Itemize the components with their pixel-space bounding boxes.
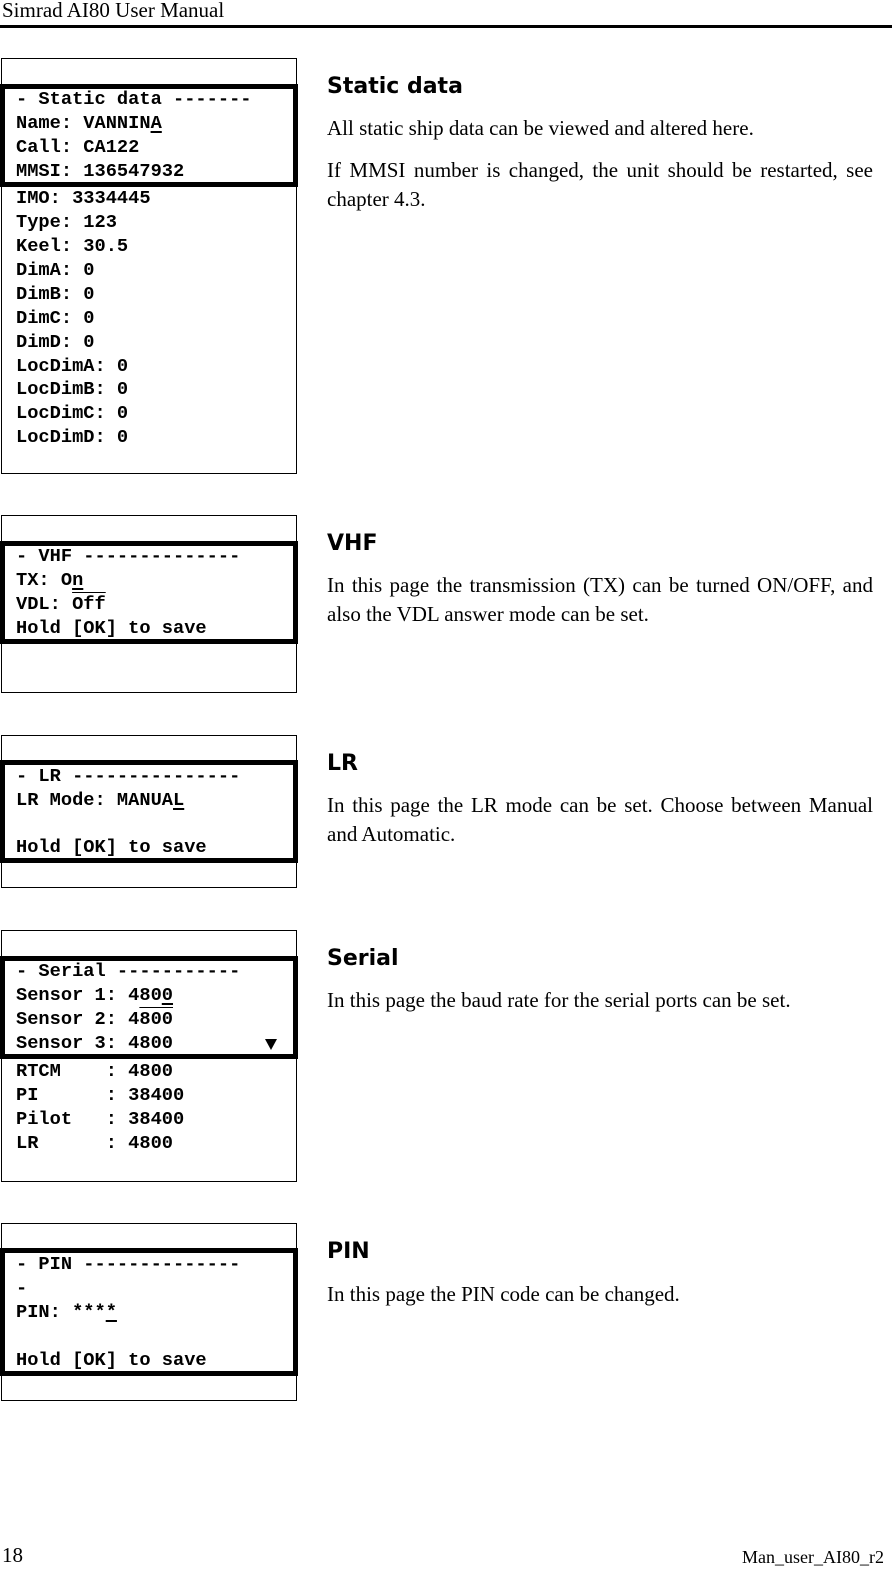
lcd-line: - Serial -----------	[16, 960, 241, 982]
lcd-line: DimB: 0	[16, 283, 95, 305]
lcd-line: Name: VANNINA	[16, 112, 162, 134]
section-text: All static ship data can be viewed and altered here.	[327, 116, 754, 140]
edit-cursor[interactable]: n	[72, 569, 84, 591]
lcd-line: Pilot : 38400	[16, 1108, 185, 1130]
section-title-vhf: VHF	[327, 531, 378, 556]
section-text: In this page the PIN code can be changed.	[327, 1282, 680, 1306]
section-text: In this page the transmission (TX) can be turned ON/OFF, and also the VDL answer mode can be set.	[327, 573, 873, 626]
section-text: In this page the LR mode can be set. Choose between Manual and Automatic.	[327, 793, 873, 846]
section-title-pin: PIN	[327, 1239, 370, 1264]
lcd-line: - VHF --------------	[16, 545, 241, 567]
lcd-line: TX: On	[16, 569, 84, 591]
lcd-line: LR Mode: MANUAL	[16, 789, 185, 811]
lcd-line: PIN: ****	[16, 1301, 117, 1323]
page-header	[0, 0, 892, 28]
lcd-line: Hold [OK] to save	[16, 836, 207, 858]
lcd-line: LocDimA: 0	[16, 355, 129, 377]
edit-cursor[interactable]: L	[173, 789, 185, 811]
lcd-line: MMSI: 136547932	[16, 160, 185, 182]
lcd-line: -	[16, 1277, 28, 1299]
lcd-line: VDL: $\overline{Off}$	[16, 593, 106, 615]
lcd-line: Sensor 2: 4800	[16, 1008, 174, 1030]
lcd-line: Hold [OK] to save	[16, 1349, 207, 1371]
document-id: Man_user_AI80_r2	[742, 1547, 884, 1567]
lcd-line: Sensor 1: 4800	[16, 984, 174, 1006]
section-title-lr: LR	[327, 751, 358, 776]
lcd-line: - LR ---------------	[16, 765, 241, 787]
selection-frame	[0, 84, 298, 187]
edit-cursor[interactable]: *	[105, 1301, 117, 1323]
section-title-serial: Serial	[327, 946, 399, 971]
lcd-line: LocDimB: 0	[16, 378, 129, 400]
selection-frame	[0, 1248, 298, 1376]
lcd-line: DimC: 0	[16, 307, 95, 329]
lcd-line: DimD: 0	[16, 331, 95, 353]
lcd-line: Keel: 30.5	[16, 235, 129, 257]
selection-frame	[0, 760, 298, 863]
selection-frame	[0, 956, 298, 1059]
lcd-line: IMO: 3334445	[16, 187, 151, 209]
lcd-line: Type: 123	[16, 211, 117, 233]
lcd-line: DimA: 0	[16, 259, 95, 281]
edit-cursor[interactable]: 0	[161, 984, 174, 1006]
page-number: 18	[2, 1543, 23, 1567]
lcd-line: PI : 38400	[16, 1084, 185, 1106]
manual-title: Simrad AI80 User Manual	[2, 0, 225, 22]
lcd-line: LocDimC: 0	[16, 402, 129, 424]
section-text: In this page the baud rate for the serial ports can be set.	[327, 988, 791, 1012]
lcd-line: RTCM : 4800	[16, 1060, 174, 1082]
edit-cursor[interactable]: A	[150, 112, 162, 134]
option-value[interactable]: $\overline{Off}$	[72, 593, 106, 615]
section-title-static-data: Static data	[327, 74, 463, 99]
lcd-line: - PIN --------------	[16, 1253, 241, 1275]
section-text: If MMSI number is changed, the unit should be restarted, see chapter 4.3.	[327, 158, 873, 211]
lcd-line: - Static data -------	[16, 88, 252, 110]
lcd-line: LR : 4800	[16, 1132, 174, 1154]
lcd-line: Call: CA122	[16, 136, 140, 158]
lcd-line: Sensor 3: 4800	[16, 1032, 174, 1054]
lcd-line: Hold [OK] to save	[16, 617, 207, 639]
lcd-line: LocDimD: 0	[16, 426, 129, 448]
selection-frame	[0, 541, 298, 644]
